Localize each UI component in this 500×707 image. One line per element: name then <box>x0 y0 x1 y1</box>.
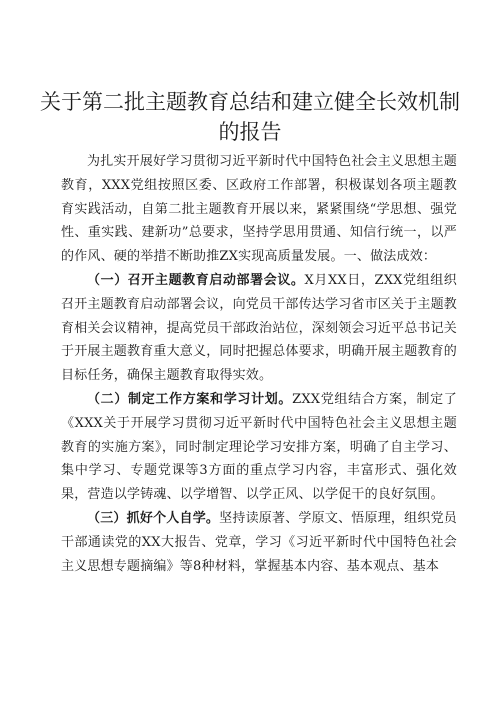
intro-text: 为扎实开展好学习贯彻习近平新时代中国特色社会主义思想主题教育，XXX党组按照区委、区政府工作部署，积极谋划各项主题教育实践活动，自第二批主题教育开展以来，紧紧围绕“学思想、强党性、重实践、建新功”总要求，坚持学思用贯通、知信行统一，以严的作风、硬的举措不断助推ZX实现高质量发展。 <box>61 154 457 265</box>
item-paragraph-2 <box>61 388 457 507</box>
document-title-line-2: 的报告 <box>218 120 282 144</box>
item-heading-3: （三）抓好个人自学。 <box>87 510 220 526</box>
item-paragraph-3 <box>61 507 457 578</box>
item-heading-1: （一）召开主题教育启动部署会议。 <box>87 272 305 288</box>
document-title-line-1: 关于第二批主题教育总结和建立健全长效机制 <box>40 90 460 114</box>
item-heading-2: （二）制定工作方案和学习计划。 <box>87 391 293 407</box>
item-text-1: X月XX日，ZXX党组组织召开主题教育启动部署会议，向党员干部传达学习省市区关于主题教育相关会议精神，提高党员干部政治站位，深刻领会习近平总书记关于开展主题教育重大意义，同时把握总体要求，明确开展主题教育的目标任务，确保主题教育取得实效。 <box>61 272 458 384</box>
item-paragraph-1 <box>61 269 457 388</box>
section-heading-1: 一、做法成效： <box>343 249 437 265</box>
item-text-2: ZXX党组结合方案，制定了《XXX关于开展学习贯彻习近平新时代中国特色社会主义思想主题教育的实施方案》，同时制定理论学习安排方案，明确了自主学习、集中学习、专题党课等3方面的重点学习内容，丰富形式、强化效果，营造以学铸魂、以学增智、以学正风、以学促干的良好氛围。 <box>61 391 457 503</box>
document-body <box>61 150 457 578</box>
item-text-3: 坚持读原著、学原文、悟原理，组织党员干部通读党的XX大报告、党章，学习《习近平新时代中国特色社会主义思想专题摘编》等8种材料，掌握基本内容、基本观点、基本 <box>61 510 457 574</box>
intro-paragraph <box>61 150 457 269</box>
